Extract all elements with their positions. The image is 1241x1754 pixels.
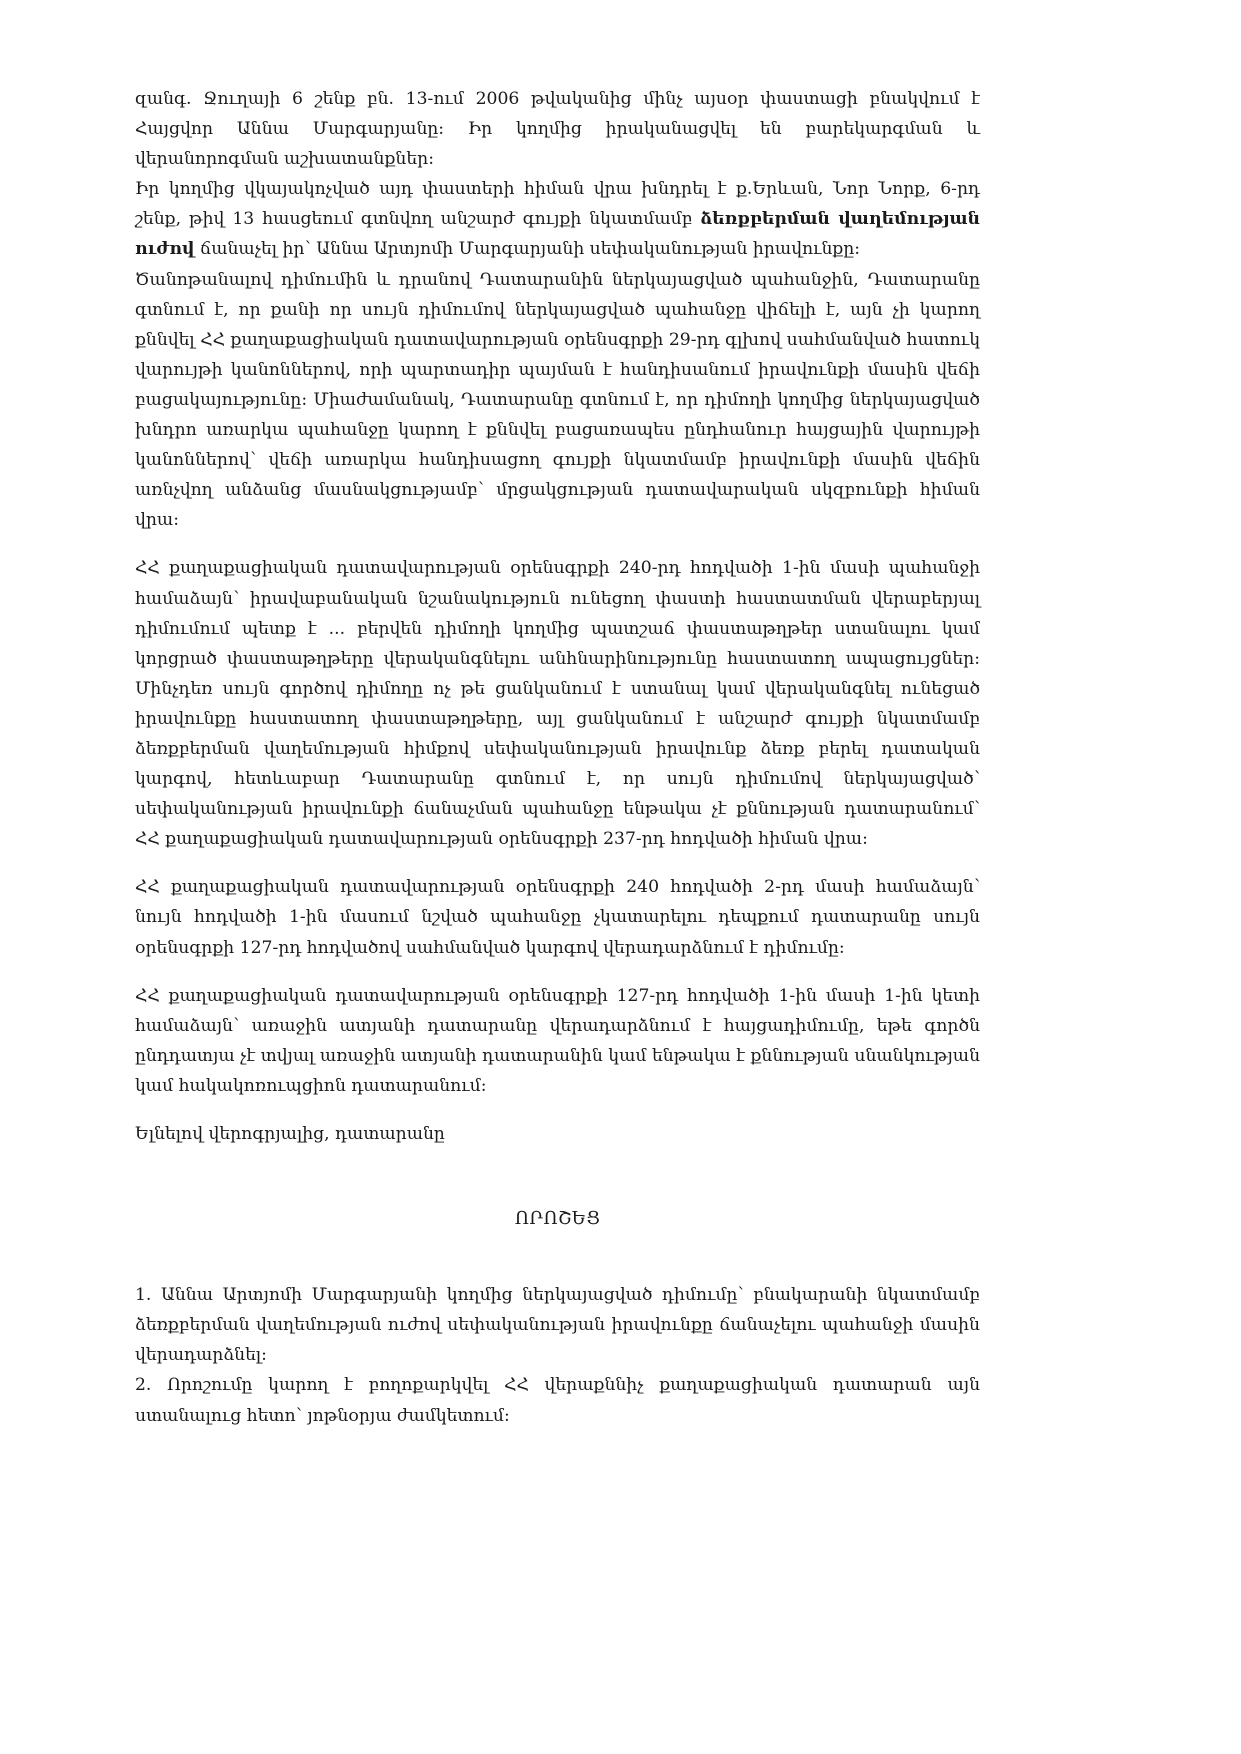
- decision-item-1: 1. Աննա Արտյոմի Մարգարյանի կողմից ներկայացված դիմումը՝ բնակարանի նկատմամբ ձեռքբերման վաղեմության ուժով սեփականության իրավունքը ճանաչելու պահանջի մասին վերադարձնել:: [135, 1285, 980, 1366]
- paragraph-article-240-part-2: ՀՀ քաղաքացիական դատավարության օրենսգրքի 240 հոդվածի 2-րդ մասի համաձայն՝ նույն հոդվածի 1-ին մասում նշված պահանջը չկատարելու դեպքում դատարանը սույն օրենսգրքի 127-րդ հոդվածով սահմանված կարգով վերադարձնում է դիմումը:: [135, 877, 980, 958]
- paragraph-request: [135, 174, 980, 264]
- paragraph-residence: զանգ. Ջուղայի 6 շենք բն. 13-ում 2006 թվականից մինչ այսօր փաստացի բնակվում է Հայցվոր Աննա Մարգարյանը: Իր կողմից իրականացվել են բարեկարգման և վերանորոգման աշխատանքներ:: [135, 89, 980, 170]
- paragraph-conclusion-intro: Ելնելով վերոգրյալից, դատարանը: [135, 1124, 445, 1144]
- document-page: [135, 84, 980, 1431]
- paragraph-article-127: ՀՀ քաղաքացիական դատավարության օրենսգրքի 127-րդ հոդվածի 1-ին մասի 1-ին կետի համաձայն՝ առաջին ատյանի դատարանը վերադարձնում է հայցադիմումը, եթե գործն ընդդատյա չէ տվյալ առաջին ատյանի դատարանին կամ ենթակա է քննության սնանկության կամ հակակոռուպցիոն դատարանում:: [135, 985, 980, 1096]
- paragraph-request-bold: ձեռքբերման վաղեմության ուժով: [135, 209, 981, 260]
- paragraph-request-text-end: ճանաչել իր՝ Աննա Արտյոմի Մարգարյանի սեփականության իրավունքը:: [194, 239, 861, 260]
- paragraph-request-text-start: Իր կողմից վկայակոչված այդ փաստերի հիման վրա խնդրել է ք.Երևան, Նոր Նորք, 6-րդ շենք, թիվ 13 հասցեում գտնվող անշարժ գույքի նկատմամբ: [135, 179, 980, 230]
- decision-heading: ՈՐՈՇԵՑ: [514, 1209, 601, 1230]
- paragraph-article-240-part-1: ՀՀ քաղաքացիական դատավարության օրենսգրքի 240-րդ հոդվածի 1-ին մասի պահանջի համաձայն՝ իրավաբանական նշանակություն ունեցող փաստի հաստատման վերաբերյալ դիմումում պետք է ... բերվեն դիմողի կողմից պատշաճ փաստաթղթեր ստանալու կամ կորցրած փաստաթղթերը վերականգնելու անհնարինությունը հաստատող ապացույցներ: Մինչդեռ սույն գործով դիմողը ոչ թե ցանկանում է ստանալ կամ վերականգնել ունեցած իրավունքը հաստատող փաստաթղթերը, այլ ցանկանում է անշարժ գույքի նկատմամբ ձեռքբերման վաղեմության հիմքով սեփականության իրավունք ձեռք բերել դատական կարգով, հետևաբար Դատարանը գտնում է, որ սույն դիմումով ներկայացված՝ սեփականության իրավունքի ճանաչման պահանջը ենթակա չէ քննության դատարանում՝ ՀՀ քաղաքացիական դատավարության օրենսգրքի 237-րդ հոդվածի հիման վրա:: [135, 558, 980, 850]
- decision-item-2: 2. Որոշումը կարող է բողոքարկվել ՀՀ վերաքննիչ քաղաքացիական դատարան այն ստանալուց հետո՝ յոթնօրյա ժամկետում:: [135, 1375, 980, 1426]
- paragraph-court-assessment: Ծանոթանալով դիմումին և դրանով Դատարանին ներկայացված պահանջին, Դատարանը գտնում է, որ քանի որ սույն դիմումով ներկայացված պահանջը վիճելի է, այն չի կարող քննվել ՀՀ քաղաքացիական դատավարության օրենսգրքի 29-րդ գլխով սահմանված հատուկ վարույթի կանոններով, որի պարտադիր պայման է հանդիսանում իրավունքի մասին վեճի բացակայությունը: Միաժամանակ, Դատարանը գտնում է, որ դիմողի կողմից ներկայացված խնդրո առարկա պահանջը կարող է քննվել բացառապես ընդհանուր հայցային վարույթի կանոններով՝ վեճի առարկա հանդիսացող գույքի նկատմամբ իրավունքի մասին վեճին առնչվող անձանց մասնակցությամբ՝ մրցակցության դատավարական սկզբունքի հիման վրա:: [135, 269, 980, 531]
